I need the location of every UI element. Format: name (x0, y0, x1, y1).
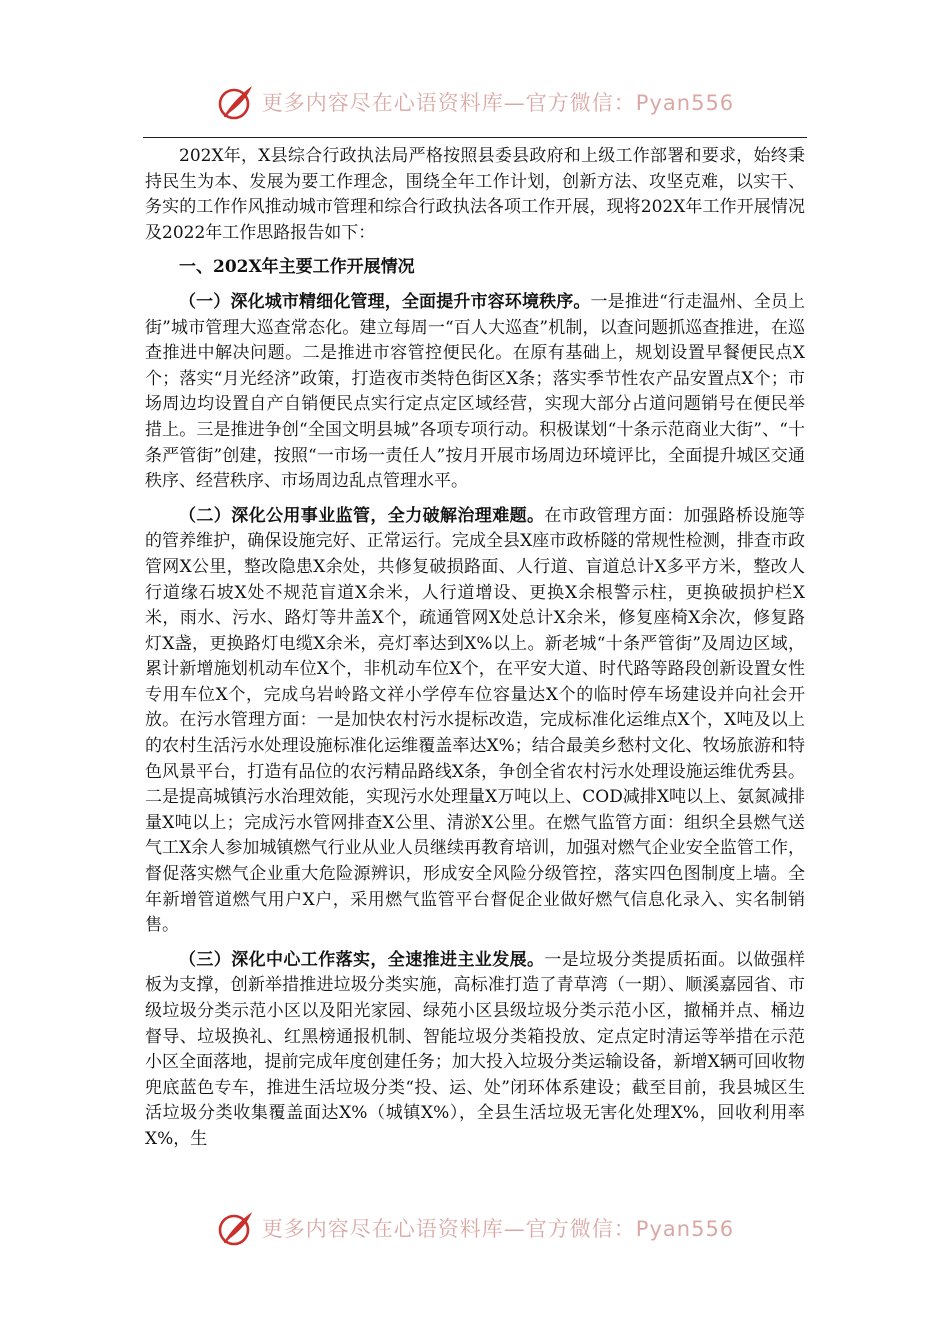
paragraph-lead: （二）深化公用事业监管，全力破解治理难题。 (179, 505, 545, 526)
intro-paragraph: 202X年，X县综合行政执法局严格按照县委县政府和上级工作部署和要求，始终秉持民生为本、发展为要工作理念，围绕全年工作计划，创新方法、攻坚克难，以实干、务实的工作作风推动城市管理和综合行政执法各项工作开展，现将202X年工作开展情况及2022年工作思路报告如下： (145, 146, 805, 243)
quill-pen-logo-icon (216, 1208, 256, 1248)
paragraph-lead: （一）深化城市精细化管理，全面提升市容环境秩序。 (179, 291, 591, 312)
paragraph-text: 在市政管理方面：加强路桥设施等的管养维护，确保设施完好、正常运行。完成全县X座市政桥隧的常规性检测，排查市政管网X公里，整改隐患X余处，共修复破损路面、人行道、盲道总计X多平方米，整改人行道缘石坡X处不规范盲道X余米，人行道增设、更换X余根警示柱，更换破损护栏X米，雨水、污水、路灯等井盖X个，疏通管网X处总计X余米，修复座椅X余次，修复路灯X盏，更换路灯电缆X余米，亮灯率达到X%以上。新老城“十条严管街”及周边区域，累计新增施划机动车位X个，非机动车位X个，在平安大道、时代路等路段创新设置女性专用车位X个，完成乌岩岭路文祥小学停车位容量达X个的临时停车场建设并向社会开放。在污水管理方面：一是加快农村污水提标改造，完成标准化运维点X个，X吨及以上的农村生活污水处理设施标准化运维覆盖率达X%；结合最美乡愁村文化、牧场旅游和特色风景平台，打造有品位的农污精品路线X条，争创全省农村污水处理设施运维优秀县。二是提高城镇污水治理效能，实现污水处理量X万吨以上、COD减排X吨以上、氨氮减排量X吨以上；完成污水管网排查X公里、清淤X公里。在燃气监管方面：组织全县燃气送气工X余人参加城镇燃气行业从业人员继续再教育培训，加强对燃气企业安全监管工作，督促落实燃气企业重大危险源辨识，形成安全风险分级管控，落实四色图制度上墙。全年新增管道燃气用户X户，采用燃气监管平台督促企业做好燃气信息化录入、实名制销售。 (145, 505, 806, 936)
watermark-banner-top (0, 80, 950, 124)
watermark-banner-bottom (0, 1206, 950, 1250)
paragraph-item-1 (145, 290, 805, 495)
document-body (145, 144, 805, 1162)
watermark-text: 更多内容尽在心语资料库—官方微信：Pyan556 (261, 1217, 735, 1241)
paragraph-item-2 (145, 504, 805, 939)
paragraph-lead: （三）深化中心工作落实，全速推进主业发展。 (179, 949, 545, 970)
paragraph-item-3 (145, 948, 805, 1153)
paragraph-text: 一是推进“行走温州、全员上街”城市管理大巡查常态化。建立每周一“百人大巡查”机制，以查问题抓巡查推进，在巡查推进中解决问题。二是推进市容管控便民化。在原有基础上，规划设置早餐便民点X个；落实“月光经济”政策，打造夜市类特色街区X条；落实季节性农产品安置点X个；市场周边均设置自产自销便民点实行定点定区域经营，实现大部分占道问题销号在便民举措上。三是推进争创“全国文明县城”各项专项行动。积极谋划“十条示范商业大街”、“十条严管街”创建，按照“一市场一责任人”按月开展市场周边环境评比，全面提升城区交通秩序、经营秩序、市场周边乱点管理水平。 (145, 291, 805, 492)
section-heading: 一、202X年主要工作开展情况 (179, 257, 415, 278)
watermark-text: 更多内容尽在心语资料库—官方微信：Pyan556 (261, 91, 735, 115)
header-divider (143, 137, 807, 138)
paragraph-text: 一是垃圾分类提质拓面。以做强样板为支撑，创新举措推进垃圾分类实施，高标准打造了青草湾（一期）、顺溪嘉园省、市级垃圾分类示范小区以及阳光家园、绿苑小区县级垃圾分类示范小区，撤桶并点、桶边督导、垃圾换礼、红黑榜通报机制、智能垃圾分类箱投放、定点定时清运等举措在示范小区全面落地，提前完成年度创建任务；加大投入垃圾分类运输设备，新增X辆可回收物兜底蓝色专车，推进生活垃圾分类“投、运、处”闭环体系建设；截至目前，我县城区生活垃圾分类收集覆盖面达X%（城镇X%），全县生活垃圾无害化处理X%，回收利用率X%，生 (145, 949, 806, 1149)
quill-pen-logo-icon (216, 82, 256, 122)
